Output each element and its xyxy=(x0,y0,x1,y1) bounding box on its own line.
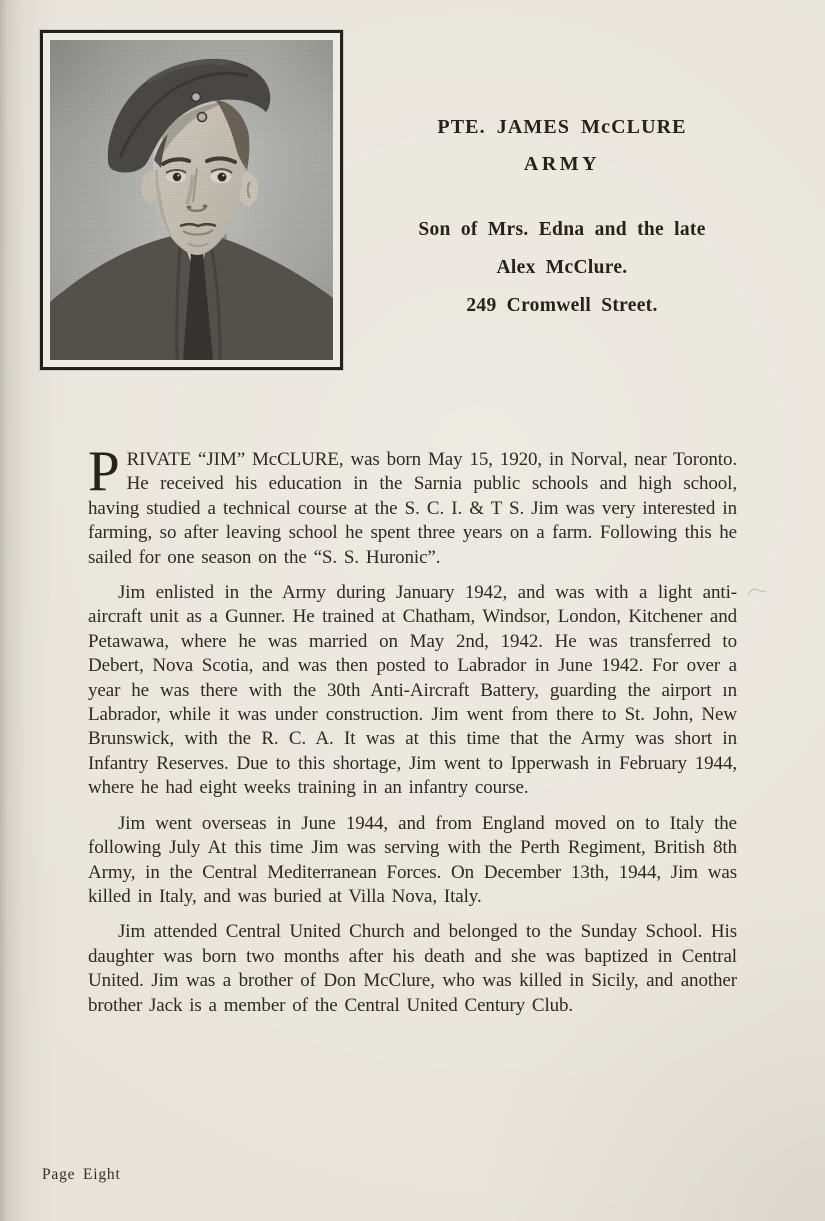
family-info xyxy=(343,211,781,325)
paragraph-4-text: Jim attended Central United Church and belonged to the Sunday School. His daughter was born two months after his death and she was baptized in Central United. Jim was a brother of Don McClure, who was killed in Sicily, and another brother Jack is a member of the Central United Century Club. xyxy=(88,921,737,1016)
pencil-mark xyxy=(746,585,768,599)
paragraph-1 xyxy=(88,440,737,570)
paragraph-2 xyxy=(88,581,737,801)
header-block xyxy=(343,30,781,370)
portrait-photo-frame xyxy=(40,30,343,370)
paragraph-1-text: RIVATE “JIM” McCLURE, was born May 15, 1920, in Norval, near Toronto. He received his education in the Sarnia public schools and high school, having studied a technical course at the S. C. I. & T S. Jim was very interested in farming, so after leaving school he spent three years on a farm. Following this he sailed for one season on the “S. S. Huronic”. xyxy=(88,449,737,568)
page-number: Page Eight xyxy=(42,1166,121,1183)
paragraph-2-text: Jim enlisted in the Army during January 1942, and was with a light anti-aircraft unit as a Gunner. He trained at Chatham, Windsor, London, Kitchener and Petawawa, where he was married on May 2nd, 1942. He was transferred to Debert, Nova Scotia, and was then posted to Labrador in June 1942. For over a year he was there with the 30th Anti-Aircraft Battery, guarding the airport ın Labrador, while it was under construction. Jim went from there to St. John, New Brunswick, with the R. C. A. It was at this time that the Army was short in Infantry Reserves. Due to this shortage, Jim went to Ipperwash in February 1944, where he had eight weeks training in an infantry course. xyxy=(88,582,737,799)
service-branch: ARMY xyxy=(523,153,601,175)
halftone-overlay xyxy=(50,40,333,360)
portrait-photo xyxy=(50,40,333,360)
family-line-2: Alex McClure. xyxy=(496,257,628,278)
paragraph-3-text: Jim went overseas in June 1944, and from England moved on to Italy the following July At this time Jim was serving with the Perth Regiment, British 8th Army, in the Central Mediterranean Forces. On December 13th, 1944, Jim was killed in Italy, and was buried at Villa Nova, Italy. xyxy=(88,812,737,907)
biography-text xyxy=(88,440,737,1018)
drop-cap: P xyxy=(88,440,120,503)
paragraph-4 xyxy=(88,920,737,1018)
family-line-1: Son of Mrs. Edna and the late xyxy=(418,219,706,240)
top-section xyxy=(0,0,825,370)
address-line: 249 Cromwell Street. xyxy=(466,295,658,316)
subject-name: PTE. JAMES McCLURE xyxy=(437,116,687,138)
paragraph-3 xyxy=(88,812,737,910)
